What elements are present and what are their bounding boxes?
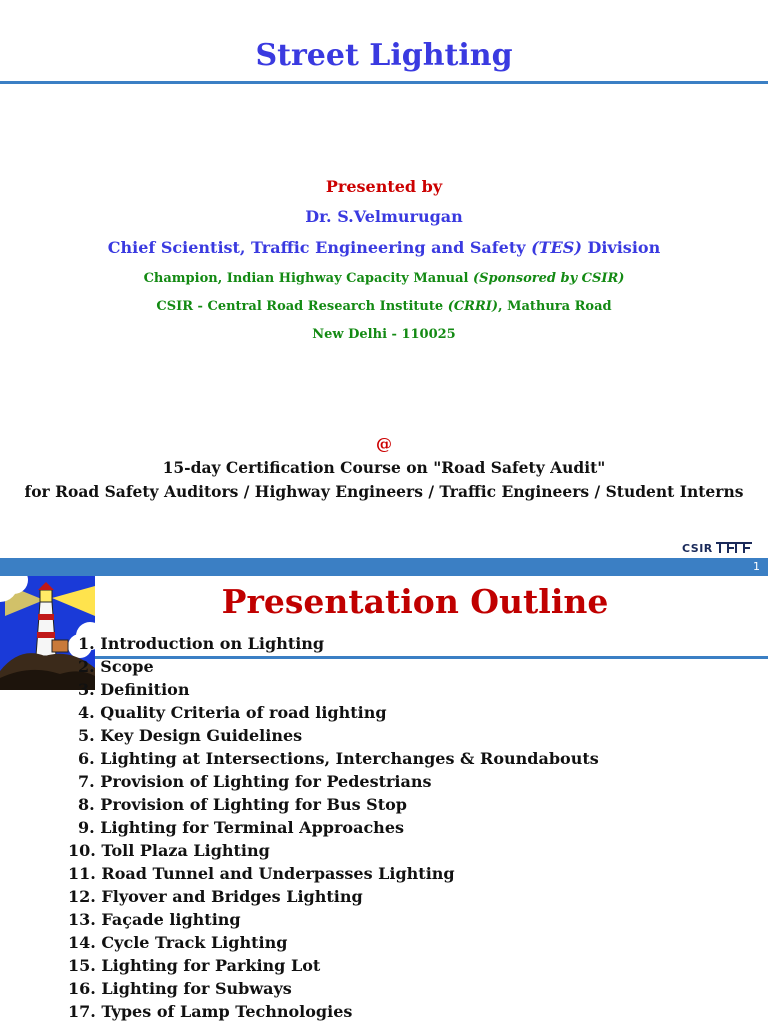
institute-line bbox=[0, 299, 768, 314]
csir-crri-logo bbox=[682, 540, 754, 559]
item-number: 12. bbox=[68, 887, 96, 906]
outline-item bbox=[68, 910, 241, 929]
outline-item bbox=[68, 979, 292, 998]
page-number: 1 bbox=[753, 560, 760, 573]
outline-item bbox=[78, 749, 599, 768]
item-text: Provision of Lighting for Pedestrians bbox=[100, 772, 432, 791]
champion-line bbox=[0, 271, 768, 286]
outline-item bbox=[68, 887, 363, 906]
outline-item bbox=[68, 933, 287, 952]
item-number: 10. bbox=[68, 841, 96, 860]
item-text: Scope bbox=[100, 657, 154, 676]
item-text: Lighting for Parking Lot bbox=[101, 956, 321, 975]
city-line: New Delhi - 110025 bbox=[312, 327, 456, 342]
item-text: Key Design Guidelines bbox=[100, 726, 303, 745]
item-text: Quality Criteria of road lighting bbox=[100, 703, 387, 722]
outline-item bbox=[78, 703, 387, 722]
item-text: Lighting at Intersections, Interchanges & Roundabouts bbox=[100, 749, 599, 768]
item-text: Definition bbox=[100, 680, 190, 699]
outline-divider bbox=[95, 656, 768, 659]
svg-text:CSIR: CSIR bbox=[682, 542, 713, 555]
title-divider bbox=[0, 81, 768, 84]
item-number: 15. bbox=[68, 956, 96, 975]
presented-by-label: Presented by bbox=[325, 177, 443, 196]
item-text: Flyover and Bridges Lighting bbox=[101, 887, 363, 906]
item-text: Types of Lamp Technologies bbox=[101, 1002, 353, 1021]
item-number: 4. bbox=[78, 703, 95, 722]
outline-item bbox=[78, 795, 407, 814]
item-number: 2. bbox=[78, 657, 95, 676]
item-number: 13. bbox=[68, 910, 96, 929]
outline-title: Presentation Outline bbox=[221, 582, 609, 621]
item-number: 6. bbox=[78, 749, 95, 768]
outline-item bbox=[78, 657, 154, 676]
item-text: Lighting for Subways bbox=[101, 979, 292, 998]
at-symbol: @ bbox=[376, 434, 392, 453]
audience-line: for Road Safety Auditors / Highway Engineers / Traffic Engineers / Student Interns bbox=[24, 482, 744, 501]
item-number: 16. bbox=[68, 979, 96, 998]
outline-item bbox=[78, 680, 189, 699]
outline-item bbox=[78, 772, 432, 791]
champion-prefix: Champion, Indian Highway Capacity Manual bbox=[143, 271, 473, 286]
role-suffix: Division bbox=[581, 238, 661, 257]
item-number: 3. bbox=[78, 680, 95, 699]
author-role bbox=[0, 238, 768, 257]
item-number: 7. bbox=[78, 772, 95, 791]
outline-item bbox=[78, 818, 404, 837]
author-name: Dr. S.Velmurugan bbox=[305, 207, 463, 226]
item-text: Cycle Track Lighting bbox=[101, 933, 288, 952]
slide-2 bbox=[0, 576, 768, 1024]
outline-item bbox=[68, 956, 320, 975]
champion-sponsor: (Sponsored by CSIR) bbox=[473, 271, 625, 286]
item-number: 17. bbox=[68, 1002, 96, 1021]
item-number: 9. bbox=[78, 818, 95, 837]
outline-item bbox=[68, 841, 270, 860]
item-number: 14. bbox=[68, 933, 96, 952]
role-abbr: (TES) bbox=[531, 238, 582, 257]
item-text: Road Tunnel and Underpasses Lighting bbox=[101, 864, 455, 883]
item-text: Lighting for Terminal Approaches bbox=[100, 818, 404, 837]
item-number: 1. bbox=[78, 634, 95, 653]
outline-item bbox=[78, 726, 302, 745]
outline-item bbox=[68, 864, 455, 883]
institute-prefix: CSIR - Central Road Research Institute bbox=[156, 299, 448, 314]
item-text: Toll Plaza Lighting bbox=[101, 841, 270, 860]
outline-item bbox=[78, 634, 324, 653]
outline-item bbox=[68, 1002, 352, 1021]
institute-suffix: , Mathura Road bbox=[498, 299, 612, 314]
slide-footer-bar bbox=[0, 558, 768, 576]
item-text: Provision of Lighting for Bus Stop bbox=[100, 795, 407, 814]
item-number: 5. bbox=[78, 726, 95, 745]
slide-title: Street Lighting bbox=[255, 38, 513, 73]
item-text: Façade lighting bbox=[101, 910, 241, 929]
item-number: 8. bbox=[78, 795, 95, 814]
institute-abbr: (CRRI) bbox=[447, 299, 499, 314]
course-line: 15-day Certification Course on "Road Safety Audit" bbox=[162, 458, 606, 477]
csir-logo-icon bbox=[682, 540, 754, 556]
item-number: 11. bbox=[68, 864, 96, 883]
role-prefix: Chief Scientist, Traffic Engineering and Safety bbox=[107, 238, 532, 257]
item-text: Introduction on Lighting bbox=[100, 634, 325, 653]
